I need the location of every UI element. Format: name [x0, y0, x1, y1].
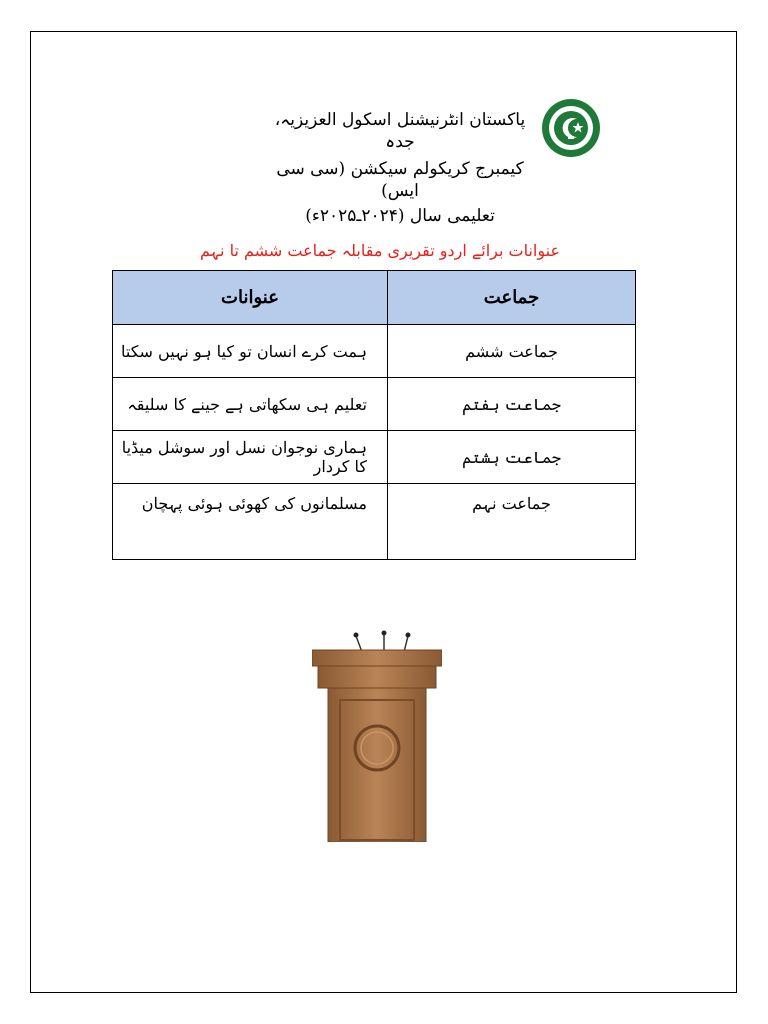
- academic-year: تعلیمی سال (۲۰۲۴ـ۲۰۲۵ء): [305, 206, 495, 226]
- table-row: [113, 431, 636, 484]
- topic-cell: تعلیم ہی سکھاتی ہے جینے کا سلیقہ: [113, 378, 388, 431]
- topic-cell: مسلمانوں کی کھوئی ہوئی پہچان: [113, 484, 388, 560]
- class-cell: جماعت ہشتم: [388, 431, 636, 484]
- class-cell: جماعت ہفتم: [388, 378, 636, 431]
- header-class: جماعت: [388, 271, 636, 325]
- header-topic: عنوانات: [113, 271, 388, 325]
- podium-icon: [312, 630, 442, 842]
- table-row: [113, 378, 636, 431]
- school-name: پاکستان انٹرنیشنل اسکول العزیزیہ، جدہ: [274, 110, 526, 152]
- table-row: [113, 484, 636, 560]
- class-cell: جماعت ششم: [388, 325, 636, 378]
- topics-table: [112, 270, 636, 560]
- topic-cell: ہماری نوجوان نسل اور سوشل میڈیا کا کردار: [113, 431, 388, 484]
- section-name: کیمبرج کریکولم سیکشن (سی سی ایس): [276, 159, 524, 201]
- table-header-row: [113, 271, 636, 325]
- school-logo-icon: [541, 98, 601, 158]
- table-row: [113, 325, 636, 378]
- class-cell: جماعت نہم: [388, 484, 636, 560]
- topic-cell: ہمت کرے انسان تو کیا ہو نہیں سکتا: [113, 325, 388, 378]
- document-subtitle: عنوانات برائے اردو تقریری مقابلہ جماعت ششم تا نہم: [200, 241, 560, 260]
